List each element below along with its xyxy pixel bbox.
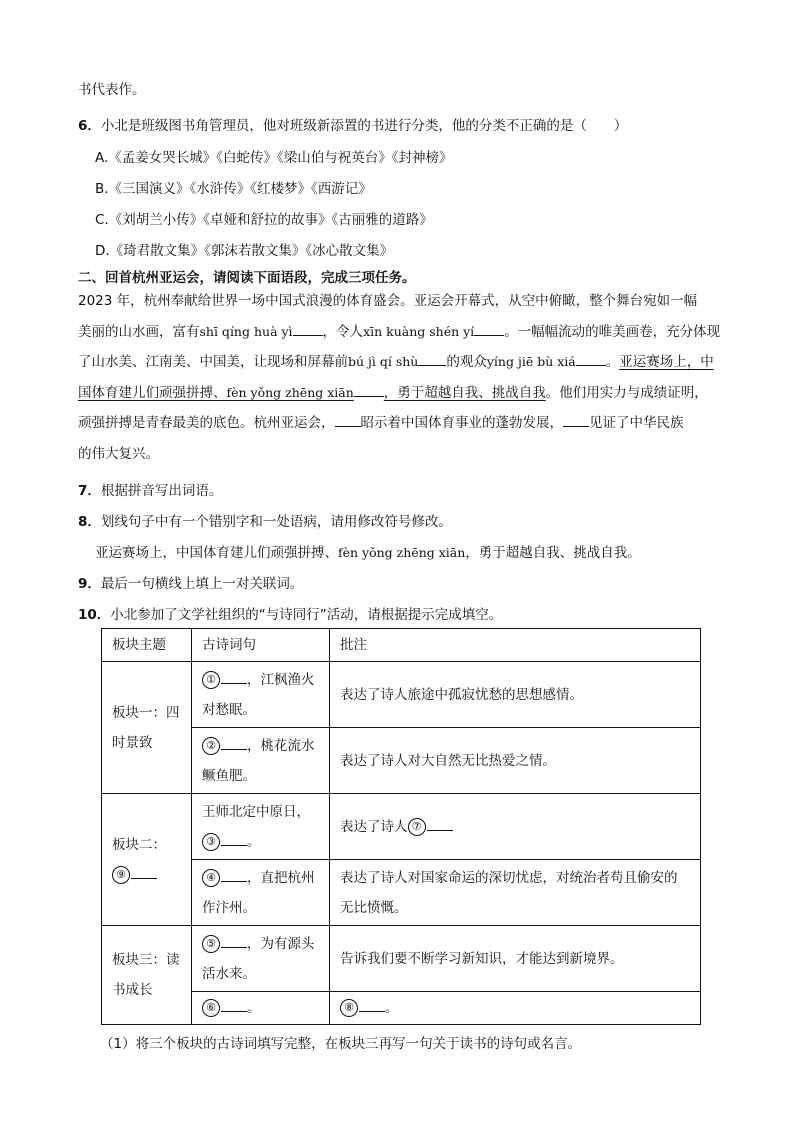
answer-blank[interactable] — [131, 866, 157, 879]
pinyin-prompt: xīn kuàng shén yí — [363, 323, 475, 339]
poem-cell: ① ，江枫渔火对愁眠。 — [192, 662, 330, 728]
marker: ⑥ — [202, 999, 220, 1017]
answer-blank[interactable] — [563, 414, 589, 427]
answer-blank[interactable] — [221, 999, 247, 1012]
poem-cell: ⑥ 。 — [192, 992, 330, 1025]
pinyin-prompt: shī qíng huà yì — [199, 323, 293, 339]
question-9: 9．最后一句横线上填上一对关联词。 — [78, 576, 304, 592]
passage-line: 了山水美、江南美、中国美，让现场和屏幕前bú jì qí shù 的观众yíng jiē bù xiá 。亚运赛场上，中 — [78, 354, 714, 370]
table-row — [102, 860, 701, 926]
question-7: 7．根据拼音写出词语。 — [78, 483, 223, 499]
question-number: 9． — [78, 576, 101, 592]
option-d: D.《琦君散文集》《郭沫若散文集》《冰心散文集》 — [95, 243, 394, 259]
note-cell: ⑧ 。 — [330, 992, 701, 1025]
question-10: 10．小北参加了文学社组织的“与诗同行”活动，请根据提示完成填空。 — [78, 607, 503, 623]
section-heading: 二、回首杭州亚运会，请阅读下面语段，完成三项任务。 — [78, 270, 416, 286]
answer-blank[interactable] — [359, 999, 385, 1012]
poetry-table — [101, 628, 701, 1025]
question-number: 10． — [78, 607, 111, 623]
question-8-sentence: 亚运赛场上，中国体育建儿们顽强拼搏、fèn yǒng zhēng xiān，勇于超越自我、挑战自我。 — [95, 545, 641, 561]
pinyin-prompt: fèn yǒng zhēng xiān — [226, 384, 354, 400]
question-number: 6． — [78, 118, 101, 134]
table-header: 批注 — [330, 629, 701, 662]
question-number: 8． — [78, 514, 101, 530]
question-8: 8．划线句子中有一个错别字和一处语病，请用修改符号修改。 — [78, 514, 452, 530]
option-c: C.《刘胡兰小传》《卓娅和舒拉的故事》《古丽雅的道路》 — [95, 212, 433, 228]
marker: ④ — [202, 869, 220, 887]
note-cell: 表达了诗人对国家命运的深切忧虑，对统治者苟且偷安的无比愤慨。 — [330, 860, 701, 926]
underlined-sentence: 亚运赛场上，中 — [619, 354, 714, 370]
answer-blank[interactable] — [354, 384, 384, 397]
answer-blank[interactable] — [221, 935, 247, 948]
passage-line: 2023 年，杭州奉献给世界一场中国式浪漫的体育盛会。亚运会开幕式，从空中俯瞰，整个舞台宛如一幅 — [78, 293, 698, 309]
note-cell: 告诉我们要不断学习新知识，才能达到新境界。 — [330, 926, 701, 992]
question-number: 7． — [78, 483, 101, 499]
poem-cell: ⑤ ，为有源头活水来。 — [192, 926, 330, 992]
marker: ① — [202, 671, 220, 689]
block-theme: 板块一：四时景致 — [102, 662, 192, 794]
note-cell: 表达了诗人对大自然无比热爱之情。 — [330, 728, 701, 794]
underlined-sentence: 国体育建儿们顽强拼搏、 — [78, 384, 227, 401]
answer-blank[interactable] — [576, 353, 606, 366]
question-stem: 小北是班级图书角管理员，他对班级新添置的书进行分类，他的分类不正确的是（ ） — [100, 118, 628, 134]
question-6 — [78, 114, 627, 134]
block-theme: 板块三：读书成长 — [102, 926, 192, 1025]
table-header-row — [102, 629, 701, 662]
table-row — [102, 926, 701, 992]
answer-blank[interactable] — [221, 737, 247, 750]
answer-blank[interactable] — [221, 869, 247, 882]
option-a: A.《孟姜女哭长城》《白蛇传》《梁山伯与祝英台》《封神榜》 — [95, 150, 453, 166]
table-header: 古诗词句 — [192, 629, 330, 662]
passage-line: 顽强拼搏是青春最美的底色。杭州亚运会， 昭示着中国体育事业的蓬勃发展， 见证了中华民族 — [78, 415, 684, 431]
reading-passage — [78, 286, 746, 469]
marker: ⑤ — [202, 935, 220, 953]
marker: ⑨ — [112, 866, 130, 884]
marker: ⑧ — [340, 999, 358, 1017]
answer-blank[interactable] — [221, 833, 247, 846]
answer-blank[interactable] — [221, 671, 247, 684]
table-row — [102, 728, 701, 794]
option-b: B.《三国演义》《水浒传》《红楼梦》《西游记》 — [95, 181, 372, 197]
table-row — [102, 992, 701, 1025]
poem-cell: 王师北定中原日， ③ 。 — [192, 794, 330, 860]
block-theme: 板块二： ⑨ — [102, 794, 192, 926]
passage-line: 国体育建儿们顽强拼搏、fèn yǒng zhēng xiān ，勇于超越自我、挑战自我。他们用实力与成绩证明， — [78, 384, 708, 401]
answer-blank[interactable] — [427, 818, 453, 831]
underlined-sentence: ，勇于超越自我、挑战自我 — [383, 384, 546, 401]
marker: ⑦ — [408, 818, 426, 836]
marker: ② — [202, 737, 220, 755]
note-cell: 表达了诗人旅途中孤寂忧愁的思想感情。 — [330, 662, 701, 728]
note-cell: 表达了诗人 ⑦ — [330, 794, 701, 860]
passage-line: 美丽的山水画，富有shī qíng huà yì ，令人xīn kuàng shén yí 。一幅幅流动的唯美画卷，充分体现 — [78, 323, 721, 340]
sub-question-1: （1）将三个板块的古诗词填写完整，在板块三再写一句关于读书的诗句或名言。 — [100, 1036, 582, 1052]
pinyin-prompt: bú jì qí shù — [348, 354, 419, 369]
marker: ③ — [202, 833, 220, 851]
table-row — [102, 662, 701, 728]
poem-cell: ④ ，直把杭州作汴州。 — [192, 860, 330, 926]
table-row — [102, 794, 701, 860]
table-header: 板块主题 — [102, 629, 192, 662]
passage-line: 的伟大复兴。 — [78, 445, 159, 462]
answer-blank[interactable] — [474, 323, 504, 336]
pinyin-prompt: yíng jiē bù xiá — [486, 354, 576, 369]
poem-cell: ② ，桃花流水鳜鱼肥。 — [192, 728, 330, 794]
answer-blank[interactable] — [418, 353, 446, 366]
answer-blank[interactable] — [335, 414, 361, 427]
carryover-line: 书代表作。 — [78, 82, 146, 98]
pinyin-prompt: fèn yǒng zhēng xiān — [338, 545, 466, 560]
answer-blank[interactable] — [293, 323, 323, 336]
